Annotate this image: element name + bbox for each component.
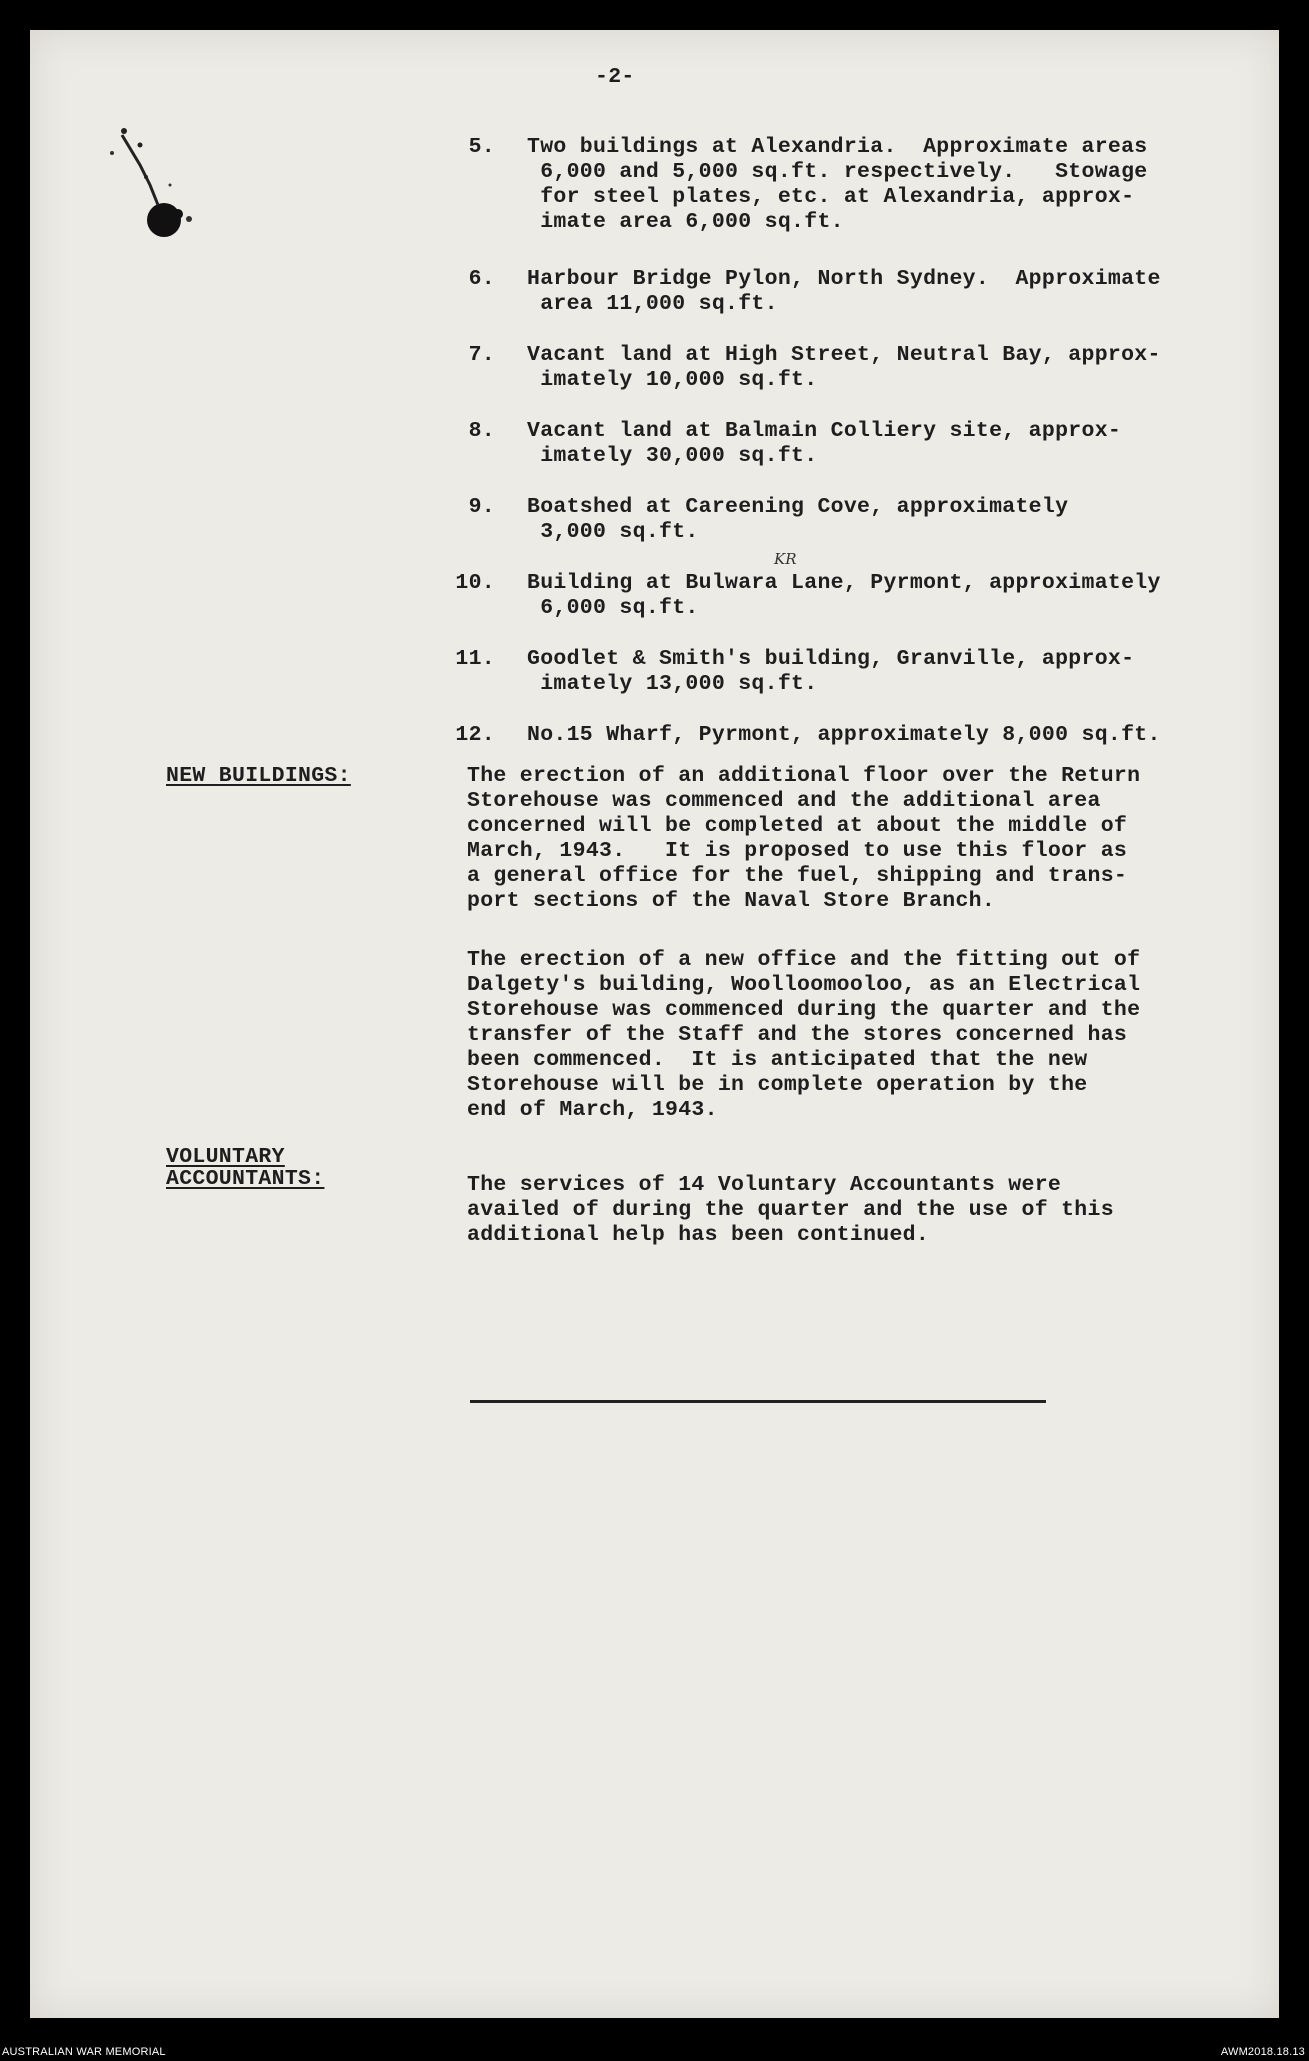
text-line: March, 1943. It is proposed to use this floor as xyxy=(467,839,1128,863)
item-text xyxy=(527,419,1121,469)
new-buildings-heading: NEW BUILDINGS: xyxy=(166,764,351,788)
item-number: 12. xyxy=(455,723,495,747)
text-line: Goodlet & Smith's building, Granville, approx- xyxy=(527,647,1135,671)
item-number: 8. xyxy=(468,419,495,443)
text-line: Two buildings at Alexandria. Approximate areas xyxy=(527,135,1148,159)
item-number: 6. xyxy=(468,267,495,291)
item-text xyxy=(527,343,1161,393)
closing-rule xyxy=(470,1400,1046,1403)
text-line: imately 10,000 sq.ft. xyxy=(527,368,818,392)
item-number: 10. xyxy=(455,571,495,595)
item-text xyxy=(527,647,1134,697)
new-buildings-paragraph-1 xyxy=(467,764,1140,914)
text-line: for steel plates, etc. at Alexandria, approx- xyxy=(527,185,1135,209)
text-line: 6,000 and 5,000 sq.ft. respectively. Stowage xyxy=(527,160,1148,184)
item-text xyxy=(527,267,1161,317)
text-line: Storehouse will be in complete operation by the xyxy=(467,1073,1088,1097)
text-line: Boatshed at Careening Cove, approximately xyxy=(527,495,1069,519)
text-line: imate area 6,000 sq.ft. xyxy=(527,210,844,234)
new-buildings-paragraph-2 xyxy=(467,948,1140,1123)
text-line: been commenced. It is anticipated that the new xyxy=(467,1048,1088,1072)
text-line: 3,000 sq.ft. xyxy=(527,520,699,544)
page-number: -2- xyxy=(595,65,635,89)
text-line: Storehouse was commenced and the additional area xyxy=(467,789,1101,813)
text-line: transfer of the Staff and the stores concerned has xyxy=(467,1023,1128,1047)
text-line: end of March, 1943. xyxy=(467,1098,718,1122)
item-text xyxy=(527,723,1161,748)
item-text xyxy=(527,135,1148,235)
text-line: Dalgety's building, Woolloomooloo, as an Electrical xyxy=(467,973,1141,997)
text-line: The services of 14 Voluntary Accountants were xyxy=(467,1173,1062,1197)
item-text xyxy=(527,495,1068,545)
voluntary-heading-line-2: ACCOUNTANTS: xyxy=(166,1167,325,1191)
text-line: No.15 Wharf, Pyrmont, approximately 8,000 sq.ft. xyxy=(527,723,1161,747)
item-number: 5. xyxy=(468,135,495,159)
ink-blot-stain xyxy=(100,115,210,245)
text-line: availed of during the quarter and the use of this xyxy=(467,1198,1114,1222)
text-line: a general office for the fuel, shipping and trans- xyxy=(467,864,1128,888)
text-line: imately 30,000 sq.ft. xyxy=(527,444,818,468)
document-page xyxy=(30,30,1279,2018)
item-number: 7. xyxy=(468,343,495,367)
text-line: The erection of a new office and the fitting out of xyxy=(467,948,1141,972)
text-line: additional help has been continued. xyxy=(467,1223,930,1247)
text-line: The erection of an additional floor over the Return xyxy=(467,764,1141,788)
text-line: Storehouse was commenced during the quarter and the xyxy=(467,998,1141,1022)
handwritten-annotation: KR xyxy=(774,550,797,568)
text-line: area 11,000 sq.ft. xyxy=(527,292,778,316)
footer-left: AUSTRALIAN WAR MEMORIAL xyxy=(2,2046,166,2058)
voluntary-paragraph xyxy=(467,1173,1114,1248)
item-text xyxy=(527,571,1161,621)
text-line: Vacant land at High Street, Neutral Bay, approx- xyxy=(527,343,1161,367)
item-number: 11. xyxy=(455,647,495,671)
text-line: Building at Bulwara Lane, Pyrmont, approximately xyxy=(527,571,1161,595)
footer-right: AWM2018.18.13 xyxy=(1220,2046,1305,2058)
voluntary-heading-line-1: VOLUNTARY xyxy=(166,1145,285,1169)
text-line: Harbour Bridge Pylon, North Sydney. Approximate xyxy=(527,267,1161,291)
text-line: 6,000 sq.ft. xyxy=(527,596,699,620)
text-line: Vacant land at Balmain Colliery site, approx- xyxy=(527,419,1122,443)
item-number: 9. xyxy=(468,495,495,519)
text-line: port sections of the Naval Store Branch. xyxy=(467,889,996,913)
text-line: concerned will be completed at about the middle of xyxy=(467,814,1128,838)
text-line: imately 13,000 sq.ft. xyxy=(527,672,818,696)
